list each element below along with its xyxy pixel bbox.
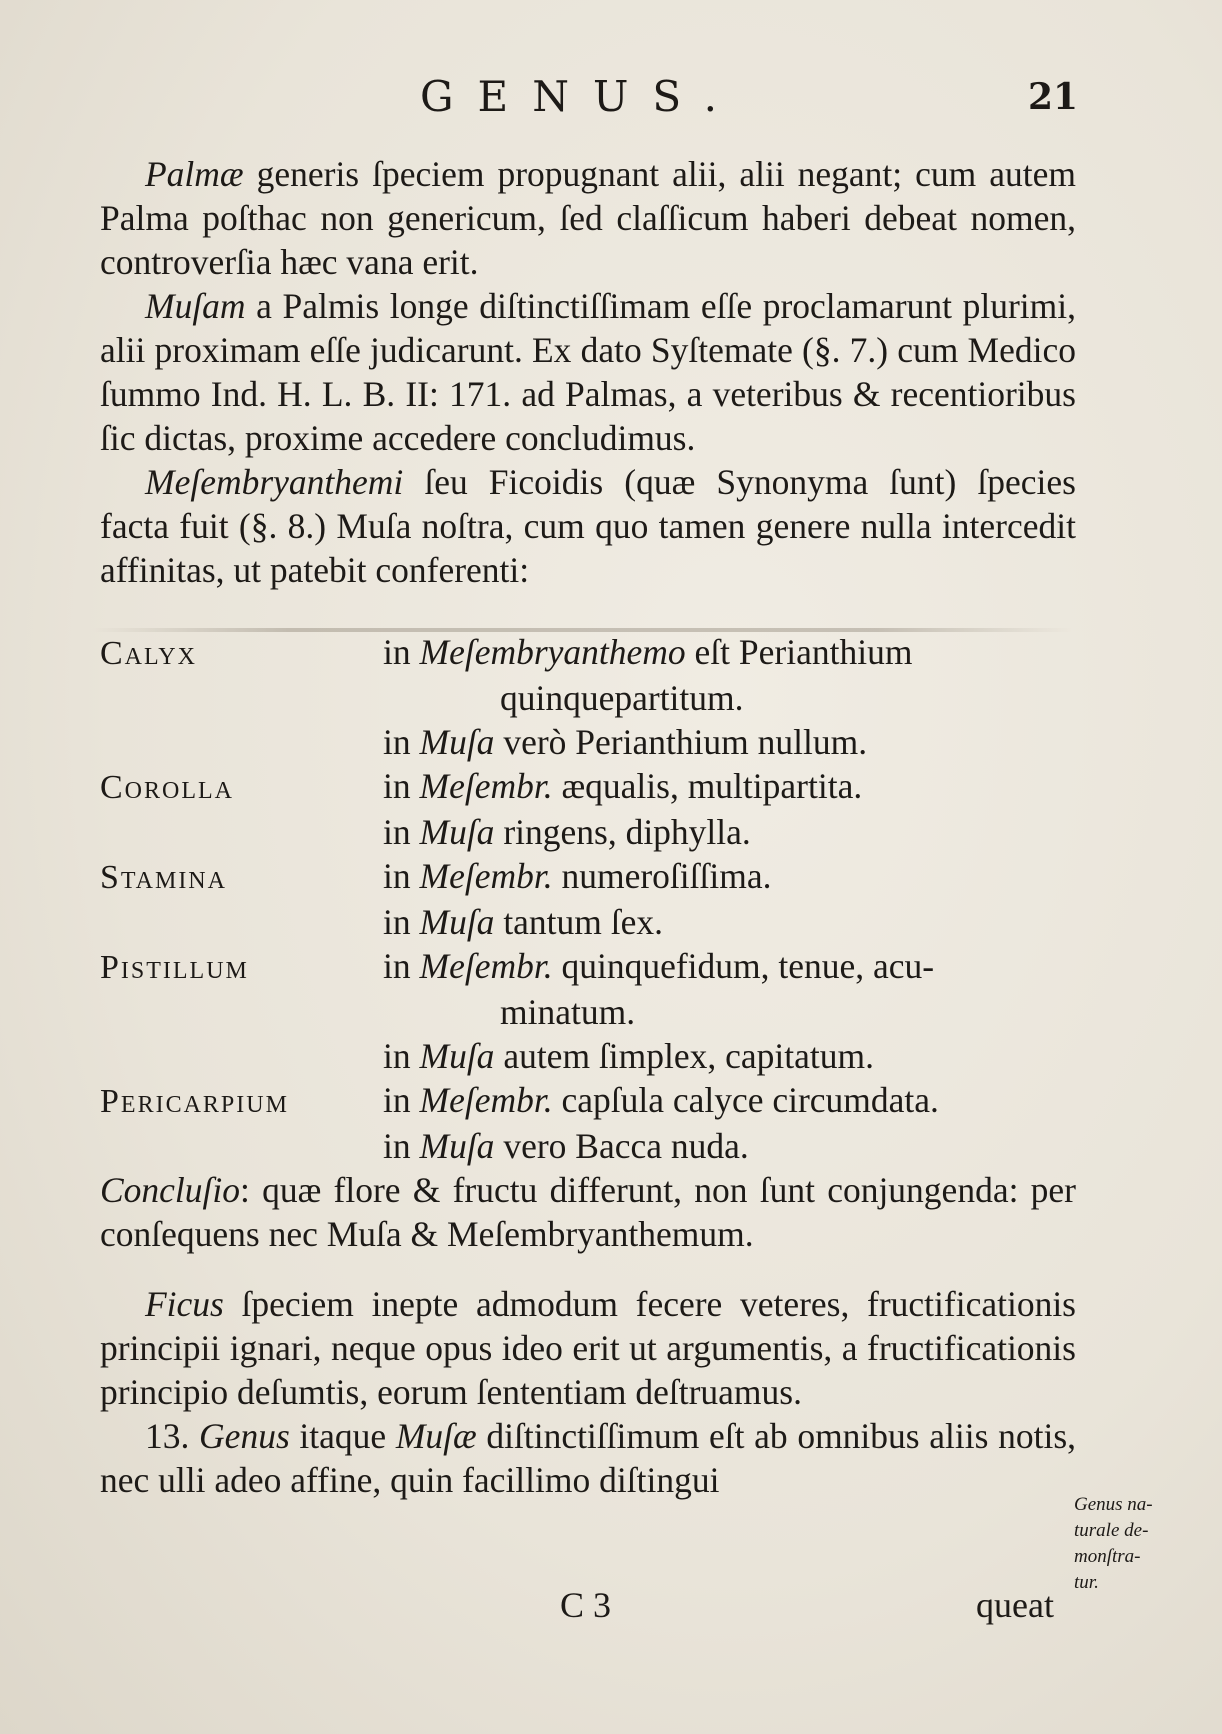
description-text: æqualis, multipartita. — [552, 766, 863, 806]
description-text: verò Perianthium nullum. — [494, 722, 868, 762]
term-corolla: Corolla — [100, 769, 235, 806]
genus-name: Meſembr. — [419, 766, 553, 806]
paragraph-text: itaque — [289, 1416, 396, 1456]
term-stamina: Stamina — [100, 859, 227, 896]
in-word: in — [383, 812, 411, 852]
body-text — [100, 152, 1076, 1502]
genus-name: Muſa — [419, 1126, 495, 1166]
genus-name: Meſembr. — [419, 1080, 553, 1120]
description-text: eſt Perianthium — [685, 632, 913, 672]
description — [383, 630, 1076, 674]
paragraph-text: diſtinctiſſimum eſt ab omnibus aliis notis, nec ulli adeo affine, quin facillimo diſtingui — [100, 1416, 1077, 1500]
description-text: capſula calyce circumdata. — [552, 1080, 939, 1120]
paragraph-text: : quæ flore & fructu differunt, non ſunt conjungenda: per conſequens nec Muſa & Meſembryanthemum. — [100, 1170, 1076, 1254]
description-text: quinquefidum, tenue, acu- — [552, 946, 935, 986]
comparison-row-calyx — [100, 630, 1076, 676]
in-word: in — [383, 946, 411, 986]
running-head-title: GENUS. — [420, 72, 741, 121]
in-word: in — [383, 856, 411, 896]
continuation-line — [100, 990, 1076, 1034]
genus-name: Meſembryanthemo — [419, 632, 686, 672]
description-text: tantum ſex. — [494, 902, 664, 942]
description — [383, 854, 1076, 898]
comparison-row-stamina — [100, 854, 1076, 900]
description — [383, 1078, 1076, 1122]
description-text: vero Bacca nuda. — [494, 1126, 749, 1166]
catchword: queat — [976, 1585, 1054, 1625]
in-word: in — [383, 902, 411, 942]
margin-note — [1074, 1492, 1194, 1596]
term-pericarpium: Pericarpium — [100, 1083, 289, 1120]
description — [383, 1034, 1076, 1078]
description — [383, 1124, 1076, 1168]
genus-name: Muſæ — [395, 1416, 477, 1456]
description-text: autem ſimplex, capitatum. — [494, 1036, 874, 1076]
margin-note-line: Genus na- — [1074, 1494, 1153, 1515]
section-number: 13. — [145, 1416, 190, 1456]
comparison-row-pericarpium — [100, 1078, 1076, 1124]
in-word: in — [383, 1126, 411, 1166]
page-number: 21 — [1028, 76, 1079, 118]
paragraph-text: ſpeciem inepte admodum fecere veteres, fructificationis principii ignari, neque opus ideo erit ut argumentis, a fructificationis principio deſumtis, eorum ſententiam deſtruamus. — [100, 1284, 1076, 1412]
comparison-row-pistillum — [100, 944, 1076, 990]
paragraph-section-13 — [100, 1414, 1076, 1502]
description — [383, 810, 1076, 854]
in-word: in — [383, 1036, 411, 1076]
comparison-table — [100, 630, 1076, 1168]
description-text: minatum. — [500, 992, 636, 1032]
genus-name: Meſembr. — [419, 856, 553, 896]
in-word: in — [383, 632, 411, 672]
comparison-row-stamina-musa — [100, 900, 1076, 944]
genus-name: Muſa — [419, 1036, 495, 1076]
in-word: in — [383, 722, 411, 762]
margin-note-line: turale de- — [1074, 1520, 1149, 1541]
genus-name: Muſa — [419, 902, 495, 942]
running-head — [0, 72, 1222, 122]
genus-name: Muſa — [419, 722, 495, 762]
lead-word: Palmæ — [145, 154, 244, 194]
description-text: numeroſiſſima. — [552, 856, 772, 896]
term-calyx: Calyx — [100, 635, 197, 672]
paragraph-text: generis ſpeciem propugnant alii, alii negant; cum autem Palma poſthac non genericum, ſed claſſicum haberi debeat nomen, controverſia hæc vana erit. — [100, 154, 1076, 282]
description-text: ringens, diphylla. — [494, 812, 751, 852]
description — [383, 944, 1076, 988]
paragraph-text: ſeu Ficoidis (quæ Synonyma ſunt) ſpecies facta fuit (§. 8.) Muſa noſtra, cum quo tamen genere nulla intercedit affinitas, ut patebit conferenti: — [100, 462, 1076, 590]
paragraph-text: a Palmis longe diſtinctiſſimam eſſe proclamarunt plurimi, alii proximam eſſe judicarunt. Ex dato Syſtemate (§. 7.) cum Medico ſummo Ind. H. L. B. II: 171. ad Palmas, a veteribus & recentioribus ſic dictas, proxime accedere concludimus. — [100, 286, 1076, 458]
lead-word: Muſam — [145, 286, 246, 326]
paragraph-palmae — [100, 152, 1076, 284]
genus-name: Meſembr. — [419, 946, 553, 986]
lead-word: Genus — [199, 1416, 290, 1456]
continuation-line — [100, 676, 1076, 720]
margin-note-line: tur. — [1074, 1572, 1099, 1593]
description — [383, 764, 1076, 808]
comparison-row-calyx-musa — [100, 720, 1076, 764]
signature-mark: C 3 — [560, 1585, 612, 1625]
comparison-row-pistillum-musa — [100, 1034, 1076, 1078]
in-word: in — [383, 1080, 411, 1120]
lead-word: Meſembryanthemi — [145, 462, 404, 502]
description — [383, 900, 1076, 944]
genus-name: Muſa — [419, 812, 495, 852]
paragraph-mesembryanthemi — [100, 460, 1076, 592]
page-footer — [0, 1584, 1222, 1634]
paragraph-conclusio — [100, 1168, 1076, 1256]
paragraph-musam — [100, 284, 1076, 460]
comparison-row-corolla-musa — [100, 810, 1076, 854]
margin-note-line: monſtra- — [1074, 1546, 1141, 1567]
comparison-row-corolla — [100, 764, 1076, 810]
description — [383, 720, 1076, 764]
description-text: quinquepartitum. — [500, 678, 744, 718]
lead-word: Ficus — [145, 1284, 224, 1324]
paragraph-ficus — [100, 1282, 1076, 1414]
term-pistillum: Pistillum — [100, 949, 249, 986]
lead-word: Concluſio — [100, 1170, 241, 1210]
comparison-row-pericarpium-musa — [100, 1124, 1076, 1168]
in-word: in — [383, 766, 411, 806]
